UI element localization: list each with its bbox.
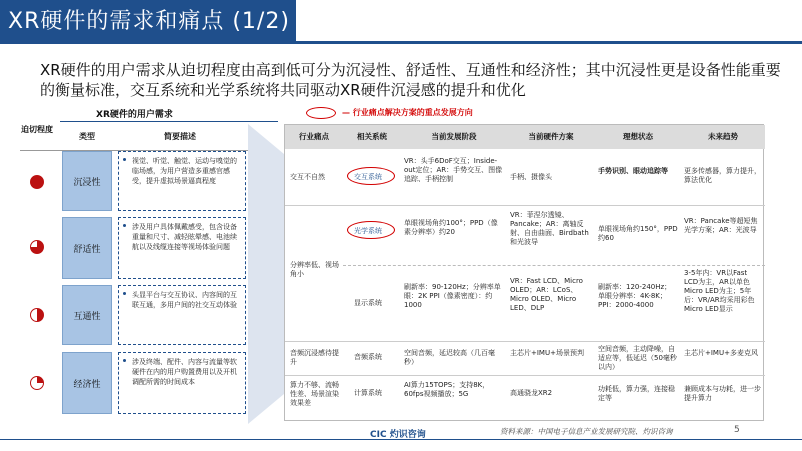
r4-stage: 空间音频，延迟较高（几百毫秒） bbox=[404, 349, 495, 366]
th-trend: 未来趋势 bbox=[681, 125, 765, 149]
type-immersion: 沉浸性 bbox=[62, 151, 112, 211]
desc-immersion bbox=[118, 151, 246, 211]
th-hardware: 当前硬件方案 bbox=[507, 125, 595, 149]
pain-point-table bbox=[284, 124, 764, 421]
r4-pain: 音频沉浸感待提升 bbox=[290, 349, 339, 366]
th-system: 相关系统 bbox=[343, 125, 401, 149]
r3-stage: 刷新率：90-120Hz；分辨率单眼：2K PPI（像素密度）：约1000 bbox=[404, 283, 501, 309]
left-panel-rule bbox=[60, 121, 278, 122]
legend-oval-icon bbox=[306, 107, 336, 119]
desc-economy-text: 涉及终端、配件、内容与流量等软硬件在内的用户购置费用以及开机调配所需的时间成本 bbox=[132, 358, 237, 386]
r3-system: 显示系统 bbox=[354, 299, 382, 307]
r5-system: 计算系统 bbox=[354, 389, 382, 397]
col-urgency: 迫切程度 bbox=[21, 125, 53, 134]
r2-trend: VR：Pancake等超短焦光学方案；AR：光波导 bbox=[684, 217, 758, 234]
r4-hardware: 主芯片+IMU+场景预判 bbox=[510, 349, 584, 357]
cic-logo: CIC 灼识咨询 bbox=[370, 430, 426, 440]
desc-interop-text: 头显平台与交互协议、内容间的互联互通，多用户间的社交互动体验 bbox=[132, 291, 237, 309]
r1-trend: 更多传感器，算力提升，算法优化 bbox=[684, 167, 761, 184]
slide-title: XR硬件的需求和痛点 (1/2) bbox=[0, 0, 296, 44]
r4-trend: 主芯片+IMU+多麦克风 bbox=[684, 349, 758, 357]
desc-immersion-text: 视觉、听觉、触觉、运动与嗅觉的临场感，为用户营造多重感官感受，提升虚拟场景逼真程度 bbox=[132, 157, 237, 185]
desc-economy bbox=[118, 352, 246, 414]
lead-paragraph: XR硬件的用户需求从迫切程度由高到低可分为沉浸性、舒适性、互通性和经济性；其中沉浸性更是设备性能重要的衡量标准，交互系统和光学系统将共同驱动XR硬件沉浸感的提升和优化 bbox=[40, 61, 781, 99]
type-economy: 经济性 bbox=[62, 352, 112, 414]
r3-ideal: 刷新率：120-240Hz；单眼分辨率：4K-8K；PPI：2000-4000 bbox=[598, 283, 672, 309]
r1-stage: VR：头手6DoF交互；Inside-out定位；AR：手势交互、图像追踪、手柄控制 bbox=[404, 157, 503, 183]
desc-interop bbox=[118, 285, 246, 345]
r1-system: 交互系统 bbox=[354, 173, 382, 181]
r4-ideal: 空间音频，主动降噪，自适应等，低延迟（50毫秒以内） bbox=[598, 345, 677, 371]
r5-pain: 算力不够、流畅性差、场景渲染效果差 bbox=[290, 381, 339, 407]
r2-hardware: VR：菲涅尔透镜、Pancake；AR：离轴反射、自由曲面、Birdbath和光波导 bbox=[510, 211, 589, 246]
r3-trend: 3-5年内：VR以Fast LCD为主，AR以单色Micro LED为主；5年后：VR/AR均采用彩色Micro LED显示 bbox=[684, 269, 755, 313]
th-stage: 当前发展阶段 bbox=[401, 125, 507, 149]
row-divider bbox=[285, 341, 765, 342]
r2-pain: 分辨率低、视场角小 bbox=[290, 261, 339, 278]
urgency-pie-icon bbox=[30, 175, 44, 189]
row-divider bbox=[343, 265, 765, 266]
desc-comfort-text: 涉及用户具体佩戴感受，包含设备重量和尺寸、减轻眩晕感、电池续航以及线缆连接等视场体验问题 bbox=[132, 223, 237, 251]
r4-system: 音频系统 bbox=[354, 353, 382, 361]
r1-hardware: 手柄、摄像头 bbox=[510, 173, 552, 181]
source-note: 资料来源：中国电子信息产业发展研究院、灼识咨询 bbox=[500, 427, 673, 436]
r3-hardware: VR：Fast LCD、Micro OLED；AR：LCoS、Micro OLED、Micro LED、DLP bbox=[510, 277, 583, 312]
r5-hardware: 高通骁龙XR2 bbox=[510, 389, 553, 397]
r5-ideal: 功耗低，算力强，连接稳定等 bbox=[598, 385, 675, 402]
page-number: 5 bbox=[734, 425, 740, 435]
r1-ideal: 手势识别、眼动追踪等 bbox=[598, 167, 668, 175]
type-comfort: 舒适性 bbox=[62, 217, 112, 279]
row-divider bbox=[285, 205, 765, 206]
th-ideal: 理想状态 bbox=[595, 125, 681, 149]
urgency-pie-icon bbox=[30, 376, 44, 390]
row-divider bbox=[285, 375, 765, 376]
r2-ideal: 单眼视场角约150°，PPD约60 bbox=[598, 225, 678, 242]
urgency-pie-icon bbox=[30, 308, 44, 322]
type-interop: 互通性 bbox=[62, 285, 112, 345]
urgency-pie-icon bbox=[30, 240, 44, 254]
r2-system: 光学系统 bbox=[354, 227, 382, 235]
r1-pain: 交互不自然 bbox=[290, 173, 325, 181]
bullet-icon bbox=[123, 158, 126, 161]
title-rule bbox=[296, 41, 802, 44]
r5-stage: AI算力15TOPS；支持8K，60fps视频播放；5G bbox=[404, 381, 490, 398]
bullet-icon bbox=[123, 224, 126, 227]
r2-stage: 单眼视场角约100°；PPD（像素分辨率）约20 bbox=[404, 219, 498, 236]
connector-chevron bbox=[248, 124, 284, 424]
legend-text: — 行业痛点解决方案的重点发展方向 bbox=[342, 108, 473, 117]
left-panel-heading: XR硬件的用户需求 bbox=[96, 110, 173, 120]
desc-comfort bbox=[118, 217, 246, 279]
col-desc: 简要描述 bbox=[164, 132, 196, 141]
th-pain: 行业痛点 bbox=[285, 125, 343, 149]
r5-trend: 兼顾成本与功耗，进一步提升算力 bbox=[684, 385, 761, 402]
bullet-icon bbox=[123, 359, 126, 362]
bullet-icon bbox=[123, 292, 126, 295]
col-type: 类型 bbox=[79, 132, 95, 141]
